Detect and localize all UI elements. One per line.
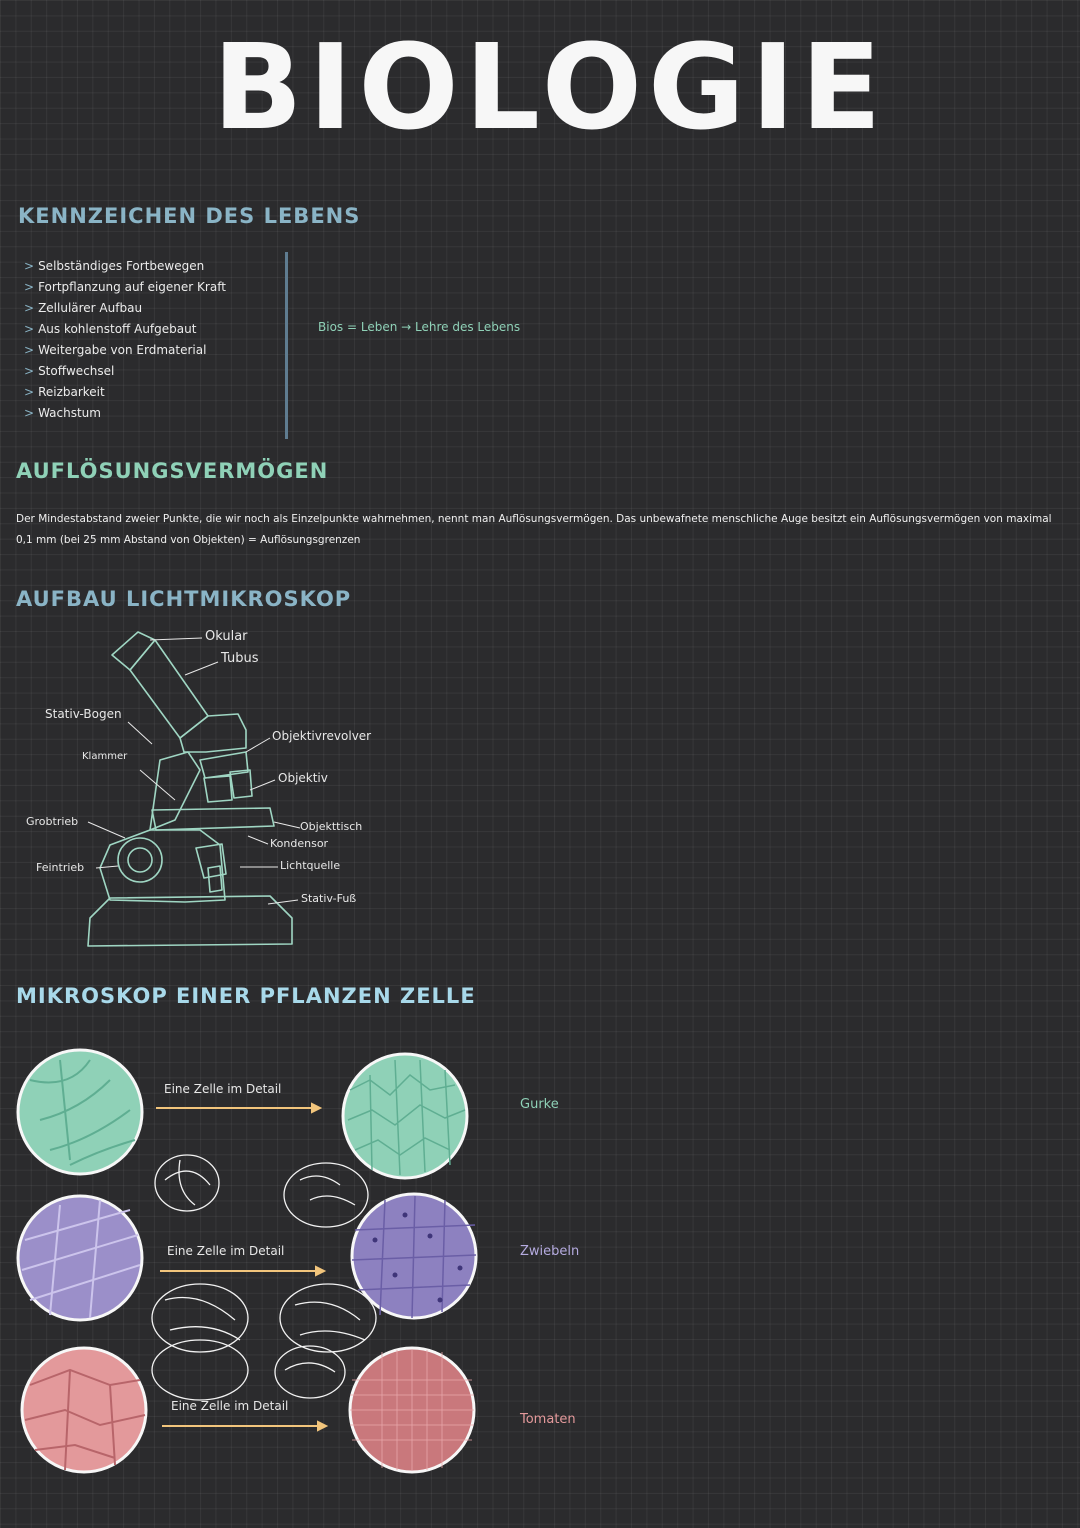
grobtrieb-knob <box>118 838 162 882</box>
heading-mikroskop: AUFBAU LICHTMIKROSKOP <box>16 587 352 611</box>
tubus-shape <box>130 640 208 738</box>
list-item: > Reizbarkeit <box>24 385 105 399</box>
label-klammer: Klammer <box>82 751 128 762</box>
heading-kennzeichen: KENNZEICHEN DES LEBENS <box>18 204 361 228</box>
label-objektivrevolver: Objektivrevolver <box>272 729 372 743</box>
aufloesung-text: Der Mindestabstand zweier Punkte, die wir noch als Einzelpunkte wahrnehmen, nennt man Auflösungsvermögen. Das unbewafnete menschliche Auge besitzt ein Auflösungsvermögen von maximal 0,1 mm (bei 25 mm Abstand von Objekten) = Auflösungsgrenzen <box>16 513 1052 546</box>
list-item: > Aus kohlenstoff Aufgebaut <box>24 322 197 336</box>
arm-shape <box>150 752 200 830</box>
label-lichtquelle: Lichtquelle <box>280 859 341 872</box>
label-tubus: Tubus <box>221 651 259 666</box>
plant-label-tomaten: Tomaten <box>520 1412 576 1427</box>
objective-shape <box>204 776 232 802</box>
list-item: > Selbständiges Fortbewegen <box>24 259 205 273</box>
stativ-fuss-shape <box>88 896 292 946</box>
label-feintrieb: Feintrieb <box>36 861 85 874</box>
label-objektiv: Objektiv <box>278 771 328 785</box>
heading-pflanzenzelle: MIKROSKOP EINER PFLANZEN ZELLE <box>16 984 476 1008</box>
plant-label-zwiebeln: Zwiebeln <box>520 1244 580 1259</box>
list-item: > Fortpflanzung auf eigener Kraft <box>24 280 226 294</box>
okular-shape <box>112 632 155 670</box>
list-item: > Weitergabe von Erdmaterial <box>24 343 207 357</box>
label-stativ-bogen: Stativ-Bogen <box>45 707 122 721</box>
list-item: > Stoffwechsel <box>24 364 115 378</box>
stage-shape <box>152 808 274 830</box>
label-grobtrieb: Grobtrieb <box>26 815 79 828</box>
label-kondensor: Kondensor <box>270 837 329 850</box>
label-objekttisch: Objekttisch <box>300 820 363 833</box>
feintrieb-knob <box>128 848 152 872</box>
revolver-shape <box>200 752 248 778</box>
label-okular: Okular <box>205 629 248 644</box>
detail-label: Eine Zelle im Detail <box>167 1244 285 1258</box>
detail-label: Eine Zelle im Detail <box>164 1082 282 1096</box>
bios-note: Bios = Leben → Lehre des Lebens <box>318 320 521 334</box>
gurke-cells <box>18 1050 467 1178</box>
heading-aufloesung: AUFLÖSUNGSVERMÖGEN <box>16 459 329 483</box>
plant-label-gurke: Gurke <box>520 1097 559 1112</box>
detail-label: Eine Zelle im Detail <box>171 1399 289 1413</box>
head-shape <box>180 714 246 752</box>
page-title: BIOLOGIE <box>212 18 888 156</box>
list-item: > Zellulärer Aufbau <box>24 301 143 315</box>
list-item: > Wachstum <box>24 406 101 420</box>
label-stativ-fuss: Stativ-Fuß <box>301 892 357 905</box>
